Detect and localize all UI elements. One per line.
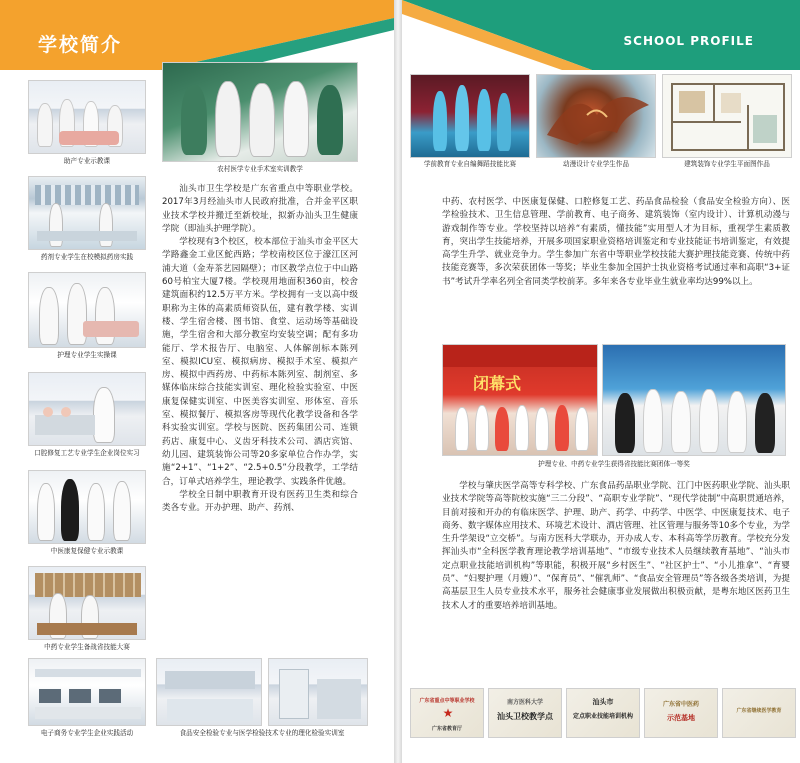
plaque-4: 广东省中医药 示范基地 [644,688,718,738]
star-icon: ★ [442,706,454,720]
plaque-5: 广东省继续医学教育 [722,688,796,738]
caption-floor-plan: 建筑装饰专业学生平面图作品 [684,160,770,168]
caption-nursing: 护理专业学生实操课 [57,351,117,359]
caption-midwifery: 助产专业示教课 [63,157,111,165]
photo-anime [536,74,656,158]
caption-chinese-medicine: 中药专业学生备战省技能大赛 [44,643,130,651]
plaque-1: 广东省重点中等职业学校 ★ 广东省教育厅 [410,688,484,738]
photo-lab-1 [156,658,262,726]
intro-paragraph-1: 汕头市卫生学校是广东省重点中等职业学校。2017年3月经汕头市人民政府批准，合并金平区职业技术学校并搬迁至新校址，拟新办汕头卫生健康学院（即汕头护理学院）。 [162,184,358,234]
caption-ecommerce: 电子商务专业学生企业实践活动 [40,729,134,737]
photo-lab-2 [268,658,368,726]
caption-rehab: 中医康复保健专业示教课 [50,547,124,555]
photo-floor-plan [662,74,792,158]
photo-rural-surgery [162,62,358,162]
intro-text-right-1 [442,196,790,289]
photo-award-group [602,344,786,456]
intro-paragraph-4: 中药、农村医学、中医康复保健、口腔修复工艺、药品食品检验（食品安全检验方向）、医学检验技术、卫生信息管理、学前教育、电子商务、建筑装饰（室内设计）、计算机动漫与游戏制作等专业。学校坚持以培养“有素质，懂技能”实用型人才为目标，重视学生素质教育，突出学生技能培养，开展多项国家职业资格培训鉴定和专业技能证书培训鉴定，有效提高学生升学、就业竞争力。学生参加广东省中等职业学校技能大赛护理技能竞赛、传统中药技能竞赛等，多次荣获团体一等奖；毕业生参加全国护士执业资格考试通过率和高职“3+证书”考试升学率名列全省同类学校前茅。多年来各专业毕业生就业率均达99%以上。 [442,197,790,287]
photo-chinese-medicine [28,566,146,640]
caption-pharmacy: 药剂专业学生在校模拟药房实践 [40,253,134,261]
intro-paragraph-3: 学校全日制中职教育开设有医药卫生类和综合类各专业。开办护理、助产、药剂、 [162,489,358,514]
section-title: 学校简介 [38,34,123,56]
left-page [0,0,394,763]
section-title-en: SCHOOL PROFILE [623,34,754,48]
photo-dental [28,372,146,446]
caption-rural-surgery: 农村医学专业手术室实训教学 [217,165,303,173]
caption-award: 护理专业、中药专业学生获得省技能比赛团体一等奖 [538,460,690,468]
intro-paragraph-5: 学校与肇庆医学高等专科学校、广东食品药品职业学院、江门中医药职业学院、汕头职业技术学院等高等院校实施“三二分段”、“高职专业学院”、“现代学徒制”中高职贯通培养，目前对接和开办的有临床医学、护理、助产、药学、中药学、中医学、中医康复技术、电子商务、数字媒体应用技术、环境艺术设计、酒店管理、社区管理与服务等10多个专业，为学生升学架设“立交桥”。与南方医科大学联办，开办成人专、本科高等学历教育。学校充分发挥汕头市“全科医学教育理论教学培训基地”、“市级专业技术人员继续教育基地”、“汕头市定点职业技能培训机构”等职能，积极开展“乡村医生”、“社区护士”、“小儿推拿”、“育婴员”、“妇婴护理（月嫂）”、“保育员”、“催乳师”、“食品安全管理员”等各级各类培训，为提高基层卫生人员专业技术水平，服务社会健康事业发展做出积极贡献，是粤东地区医药卫生技术人才的重要培养培训基地。 [442,481,790,611]
caption-dental: 口腔修复工艺专业学生企业岗位实习 [34,449,140,457]
intro-text-left [162,183,358,515]
intro-text-right-2 [442,480,790,613]
photo-rehab [28,470,146,544]
intro-paragraph-2: 学校现有3个校区，校本部位于汕头市金平区大学路鑫金工业区鮀西路；学校南校区位于濠江区河浦大道（金寿茶艺园隔壁）；市区教学点位于中山路60号柏宝大厦7楼。学校现用地面积360亩，校舍建筑面积约12.5万平方米。学校拥有一支以高中级职称为主体的高素质师资队伍，建有教学楼、实训楼、学生宿舍楼、图书馆、食堂、运动场等基础设施，学生宿舍和大部分教室均安装空调；配有多功能厅、学术报告厅、电脑室、人体解剖标本陈列室、模拟ICU室、模拟病房、模拟手术室、模拟产房、模拟中西药房、中药标本陈列室、制剂室、多媒体临床综合技能实训室、理化检验实验室、中医康复保健实训室、中医美容实训室、形体室、音乐室、模拟餐厅、模拟客房等现代化教学设备和各学科实验实训室。学校与医院、医药集团公司、连锁药店、康复中心、义齿牙科技术公司、酒店宾馆、幼儿园、建筑装饰公司等20多家单位合作办学，实施“2+1”、“1+2”、“2.5+0.5”分段教学，工学结合，订单式培养学生，理论教学、实践条件优越。 [162,237,358,487]
photo-pharmacy [28,176,146,250]
photo-dance [410,74,530,158]
caption-lab: 食品安全检验专业与医学检验技术专业的理化检验实训室 [179,729,345,737]
caption-anime: 动漫设计专业学生作品 [563,160,629,168]
photo-midwifery [28,80,146,154]
photo-ecommerce [28,658,146,726]
plaque-3: 汕头市 定点职业技能培训机构 [566,688,640,738]
photo-award-ceremony [442,344,598,456]
plaque-2: 南方医科大学 汕头卫校教学点 [488,688,562,738]
right-page [402,0,800,763]
caption-dance: 学前教育专业自编舞蹈技能比赛 [423,160,517,168]
banner-text: 闭幕式 [473,374,522,393]
photo-nursing [28,272,146,348]
page-gutter [394,0,402,763]
